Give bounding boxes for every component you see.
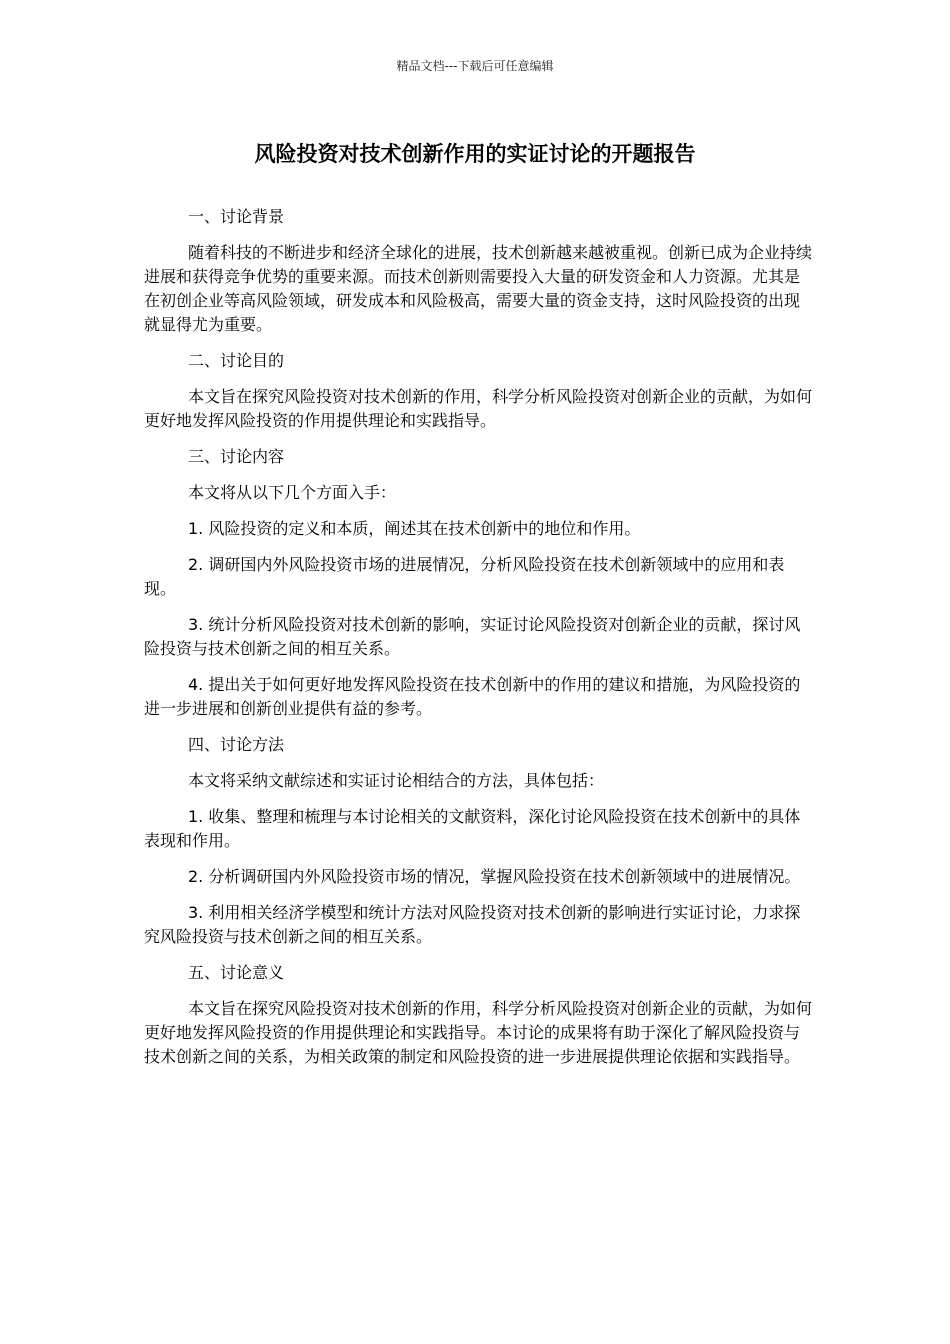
list-item-content-3: 3. 统计分析风险投资对技术创新的影响，实证讨论风险投资对创新企业的贡献，探讨风险投资与技术创新之间的相互关系。 xyxy=(144,615,801,658)
list-item-method-3: 3. 利用相关经济学模型和统计方法对风险投资对技术创新的影响进行实证讨论，力求探究风险投资与技术创新之间的相互关系。 xyxy=(144,903,801,946)
paragraph-significance: 本文旨在探究风险投资对技术创新的作用，科学分析风险投资对创新企业的贡献，为如何更好地发挥风险投资的作用提供理论和实践指导。本讨论的成果将有助于深化了解风险投资与技术创新之间的关系，为相关政策的制定和风险投资的进一步进展提供理论依据和实践指导。 xyxy=(144,999,813,1066)
section-heading-content: 三、讨论内容 xyxy=(188,447,285,466)
paragraph-content-intro: 本文将从以下几个方面入手： xyxy=(188,483,397,502)
list-item-content-4: 4. 提出关于如何更好地发挥风险投资在技术创新中的作用的建议和措施，为风险投资的进一步进展和创新创业提供有益的参考。 xyxy=(144,675,801,718)
list-item-content-2: 2. 调研国内外风险投资市场的进展情况，分析风险投资在技术创新领域中的应用和表现。 xyxy=(144,555,785,598)
paragraph-background: 随着科技的不断进步和经济全球化的进展，技术创新越来越被重视。创新已成为企业持续进展和获得竞争优势的重要来源。而技术创新则需要投入大量的研发资金和人力资源。尤其是在初创企业等高风险领域，研发成本和风险极高，需要大量的资金支持，这时风险投资的出现就显得尤为重要。 xyxy=(144,243,813,334)
list-item-method-2: 2. 分析调研国内外风险投资市场的情况，掌握风险投资在技术创新领域中的进展情况。 xyxy=(188,867,801,886)
list-item-method-1: 1. 收集、整理和梳理与本讨论相关的文献资料，深化讨论风险投资在技术创新中的具体表现和作用。 xyxy=(144,807,801,850)
document-body xyxy=(144,205,812,1081)
paragraph-method-intro: 本文将采纳文献综述和实证讨论相结合的方法，具体包括： xyxy=(188,771,605,790)
list-item-content-1: 1. 风险投资的定义和本质，阐述其在技术创新中的地位和作用。 xyxy=(188,519,641,538)
paragraph-purpose: 本文旨在探究风险投资对技术创新的作用，科学分析风险投资对创新企业的贡献，为如何更好地发挥风险投资的作用提供理论和实践指导。 xyxy=(144,387,813,430)
section-heading-purpose: 二、讨论目的 xyxy=(188,351,285,370)
section-heading-method: 四、讨论方法 xyxy=(188,735,285,754)
section-heading-background: 一、讨论背景 xyxy=(188,207,285,226)
header-note: 精品文档---下载后可任意编辑 xyxy=(396,59,554,73)
section-heading-significance: 五、讨论意义 xyxy=(188,963,285,982)
document-title: 风险投资对技术创新作用的实证讨论的开题报告 xyxy=(254,142,696,166)
